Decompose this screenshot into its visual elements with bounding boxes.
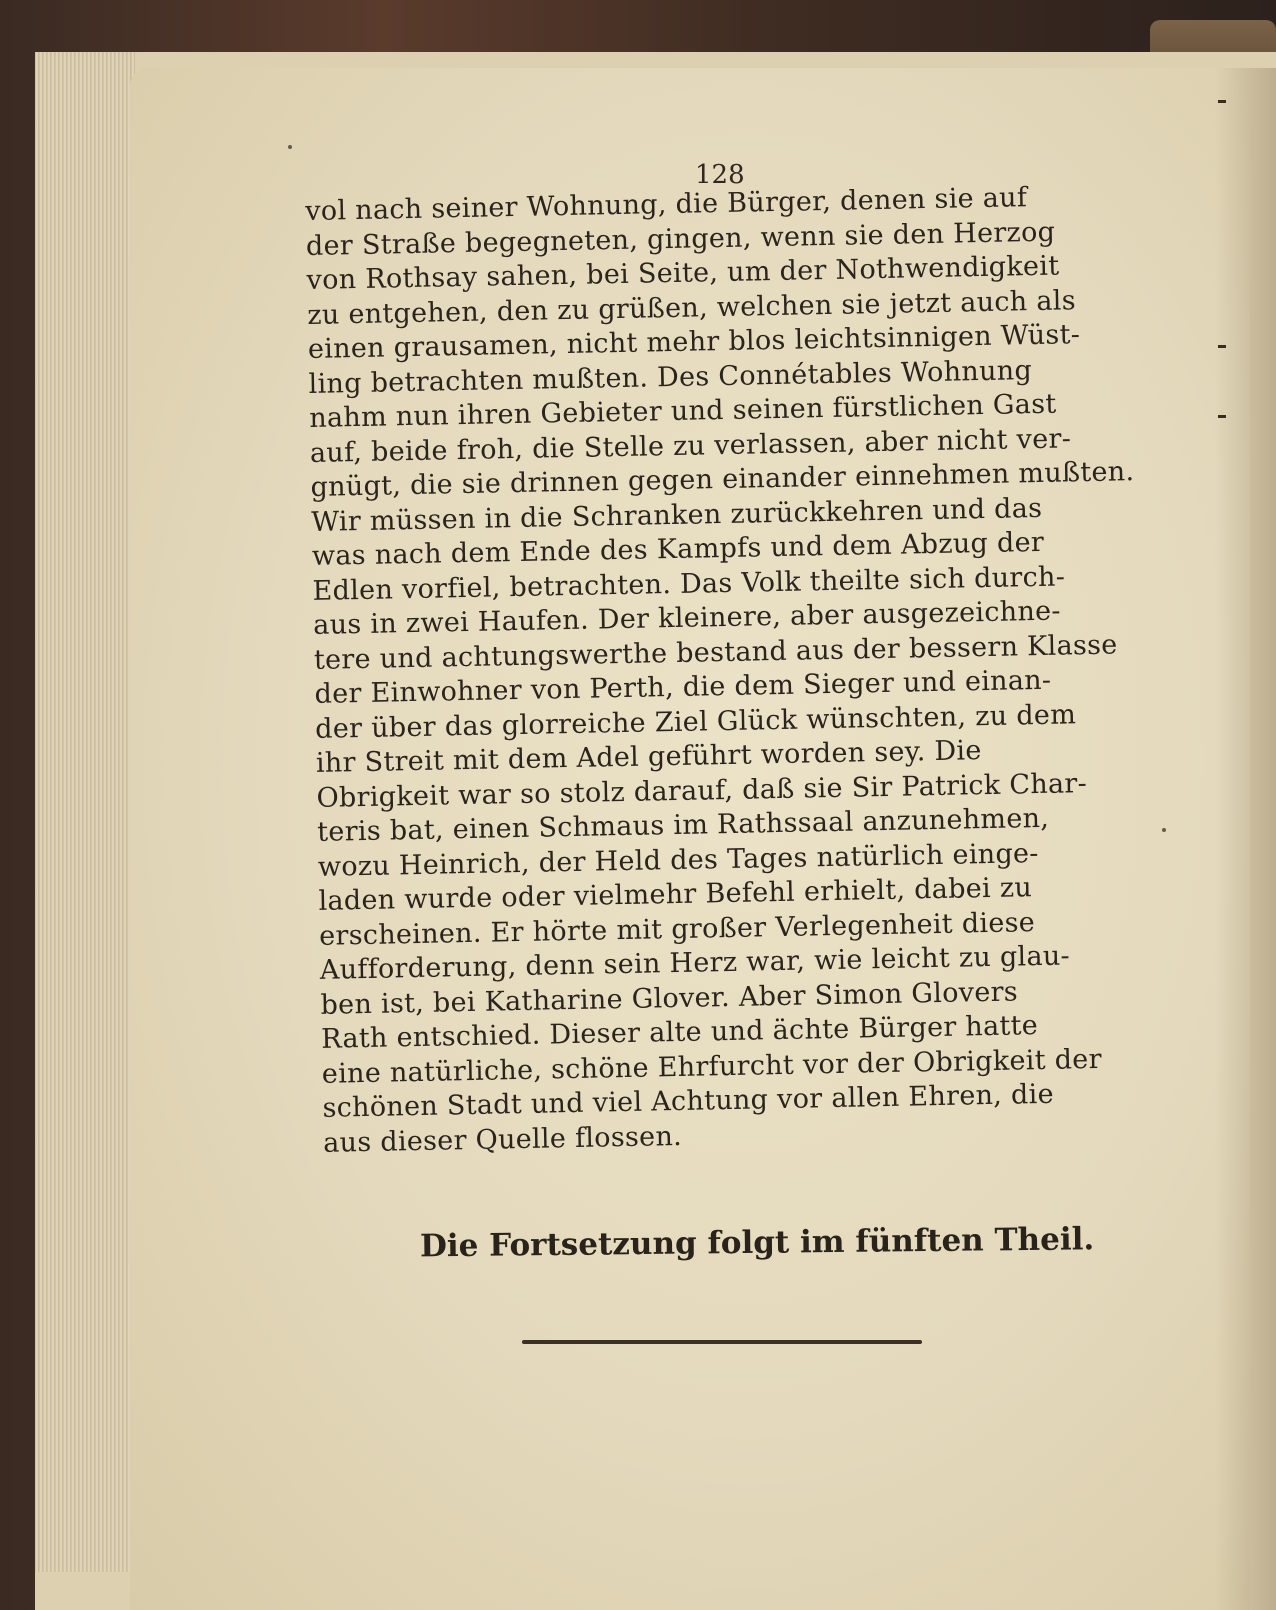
text-line: der Einwohner von Perth, die dem Sieger und einan- <box>314 664 1052 710</box>
text-line: auf, beide froh, die Stelle zu verlassen, aber nicht ver- <box>309 422 1072 469</box>
text-line: ihr Streit mit dem Adel geführt worden sey. Die <box>315 735 982 779</box>
text-line: tere und achtungswerthe bestand aus der bessern Klasse <box>313 628 1118 676</box>
edge-mark <box>1218 100 1226 103</box>
text-line: was nach dem Ende des Kampfs und dem Abzug der <box>311 526 1045 572</box>
text-line: nahm nun ihren Gebieter und seinen fürstlichen Gast <box>308 388 1057 434</box>
text-line: wozu Heinrich, der Held des Tages natürlich einge- <box>317 837 1039 883</box>
text-line: Wir müssen in die Schranken zurückkehren und das <box>310 492 1043 538</box>
text-line: der Straße begegneten, gingen, wenn sie den Herzog <box>305 216 1056 262</box>
text-line: eine natürliche, schöne Ehrfurcht vor der Obrigkeit der <box>321 1043 1103 1090</box>
text-line: aus dieser Quelle flossen. <box>322 1120 683 1159</box>
edge-mark <box>1218 415 1226 418</box>
paper-speck <box>1162 828 1166 832</box>
text-line: gnügt, die sie drinnen gegen einander einnehmen mußten. <box>310 456 1135 503</box>
text-line: vol nach seiner Wohnung, die Bürger, denen sie auf <box>305 182 1028 227</box>
text-line: einen grausamen, nicht mehr blos leichtsinnigen Wüst- <box>307 319 1081 365</box>
text-line: aus in zwei Haufen. Der kleinere, aber ausgezeichne- <box>312 595 1062 641</box>
text-line: Obrigkeit war so stolz darauf, daß sie Sir Patrick Char- <box>316 767 1088 814</box>
body-text <box>305 179 1153 1161</box>
text-line: teris bat, einen Schmaus im Rathssaal anzunehmen, <box>316 802 1050 848</box>
paper-speck <box>288 145 292 149</box>
text-line: von Rothsay sahen, bei Seite, um der Nothwendigkeit <box>306 250 1060 296</box>
text-line: ben ist, bei Katharine Glover. Aber Simon Glovers <box>320 975 1019 1021</box>
text-line: Aufforderung, denn sein Herz war, wie leicht zu glau- <box>319 940 1071 986</box>
closing-rule <box>522 1340 922 1344</box>
page-number: 128 <box>695 160 745 190</box>
page-edges <box>35 52 135 1572</box>
text-line: laden wurde oder vielmehr Befehl erhielt, dabei zu <box>318 872 1033 917</box>
text-line: schönen Stadt und viel Achtung vor allen Ehren, die <box>322 1078 1055 1124</box>
text-line: der über das glorreiche Ziel Glück wünschten, zu dem <box>314 698 1077 745</box>
edge-mark <box>1218 345 1226 348</box>
continuation-note: Die Fortsetzung folgt im fünften Theil. <box>419 1221 1095 1265</box>
text-line: Rath entschied. Dieser alte und ächte Bürger hatte <box>320 1010 1039 1055</box>
text-line: ling betrachten mußten. Des Connétables Wohnung <box>308 354 1033 400</box>
gutter-shadow <box>1215 68 1276 1610</box>
text-line: Edlen vorfiel, betrachten. Das Volk theilte sich durch- <box>312 560 1066 607</box>
text-line: zu entgehen, den zu grüßen, welchen sie jetzt auch als <box>307 284 1077 331</box>
text-line: erscheinen. Er hörte mit großer Verlegenheit diese <box>318 906 1036 952</box>
